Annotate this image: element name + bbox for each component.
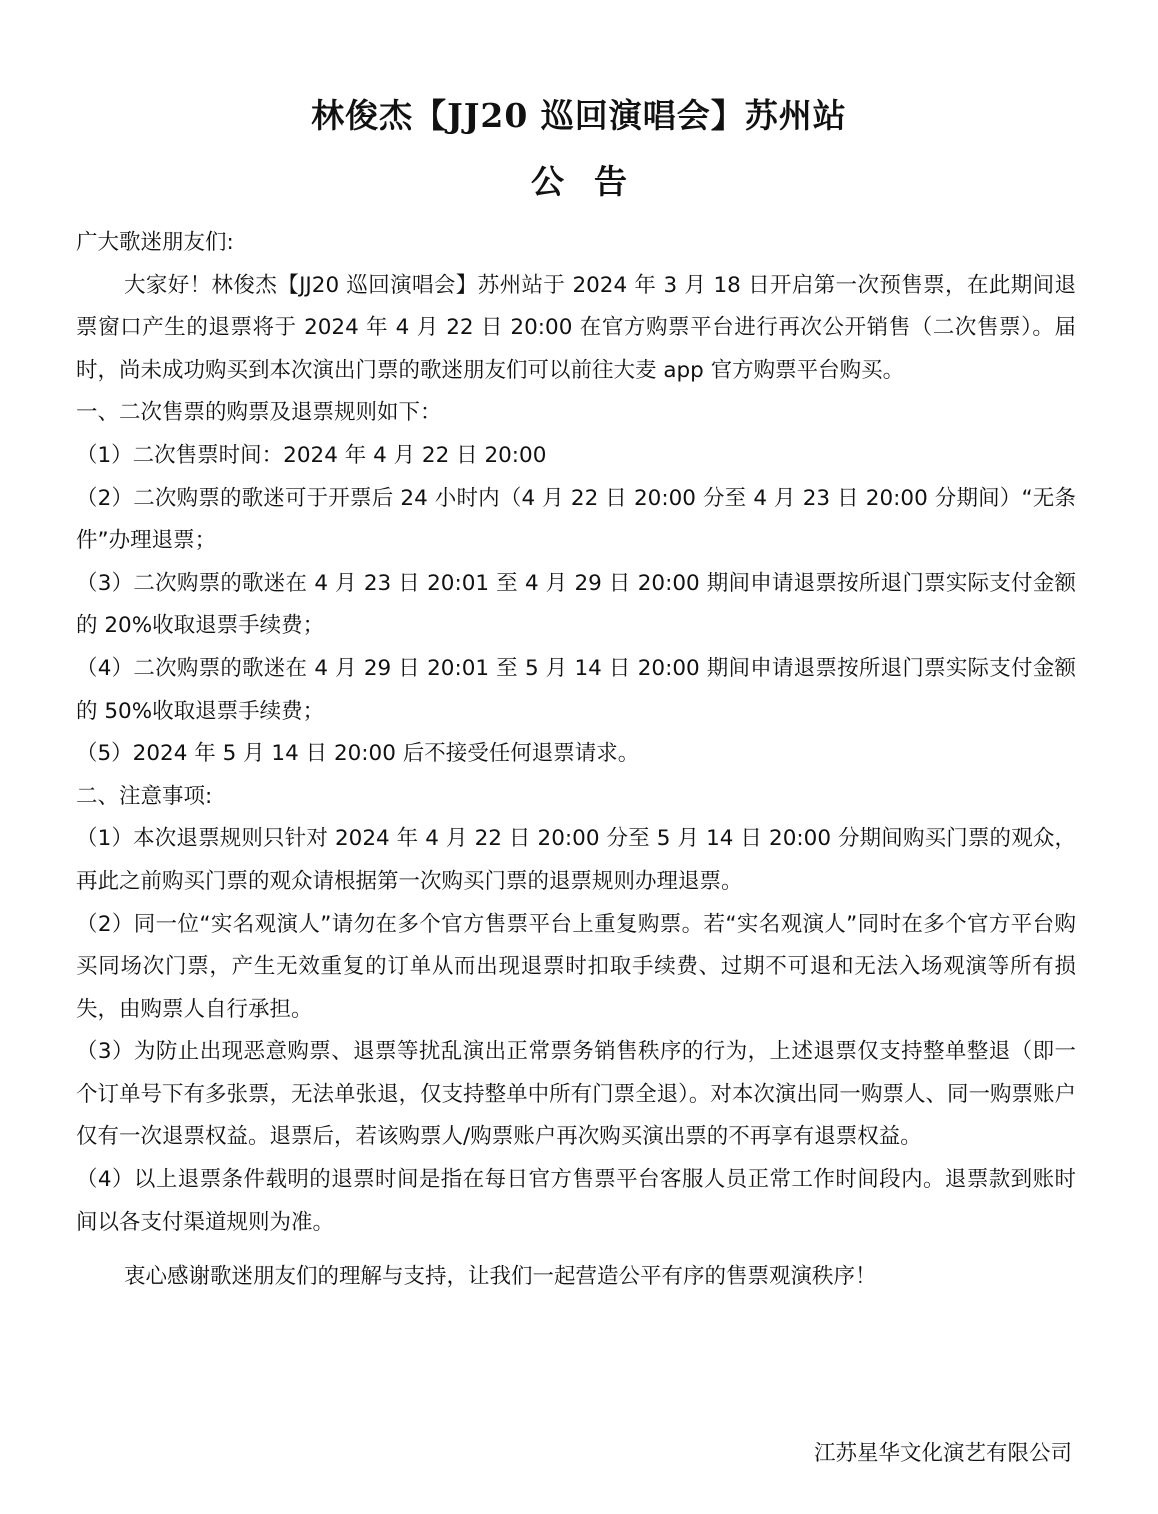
section-2-item: （4）以上退票条件载明的退票时间是指在每日官方售票平台客服人员正常工作时间段内。退票款到账时间以各支付渠道规则为准。 — [76, 1167, 1076, 1235]
section-1-item: （2）二次购票的歌迷可于开票后 24 小时内（4 月 22 日 20:00 分至 4 月 23 日 20:00 分期间）“无条件”办理退票； — [76, 485, 1076, 554]
section-1-item: （4）二次购票的歌迷在 4 月 29 日 20:01 至 5 月 14 日 20:00 期间申请退票按所退门票实际支付金额的 50%收取退票手续费； — [76, 655, 1076, 724]
closing-paragraph: 衷心感谢歌迷朋友们的理解与支持，让我们一起营造公平有序的售票观演秩序！ — [124, 1264, 877, 1290]
section-2-item: （3）为防止出现恶意购票、退票等扰乱演出正常票务销售秩序的行为，上述退票仅支持整单整退（即一个订单号下有多张票，无法单张退，仅支持整单中所有门票全退）。对本次演出同一购票人、同一购票账户仅有一次退票权益。退票后，若该购票人/购票账户再次购买演出票的不再享有退票权益。 — [76, 1039, 1076, 1150]
document-body — [76, 222, 1076, 1299]
salutation: 广大歌迷朋友们: — [76, 230, 234, 255]
section-1-heading: 一、二次售票的购票及退票规则如下： — [76, 400, 442, 426]
section-2-heading: 二、注意事项: — [76, 783, 213, 809]
section-1-item: （3）二次购票的歌迷在 4 月 23 日 20:01 至 4 月 29 日 20:00 期间申请退票按所退门票实际支付金额的 20%收取退票手续费； — [76, 570, 1076, 639]
document-title: 林俊杰【JJ20 巡回演唱会】苏州站 — [311, 96, 847, 135]
section-1-item: （5）2024 年 5 月 14 日 20:00 后不接受任何退票请求。 — [76, 741, 640, 767]
document-subtitle: 公告 — [531, 162, 657, 201]
company-signature: 江苏星华文化演艺有限公司 — [813, 1441, 1072, 1466]
section-2-item: （2）同一位“实名观演人”请勿在多个官方售票平台上重复购票。若“实名观演人”同时在多个官方平台购买同场次门票，产生无效重复的订单从而出现退票时扣取手续费、过期不可退和无法入场观演等所有损失，由购票人自行承担。 — [76, 911, 1076, 1022]
section-2-item: （1）本次退票规则只针对 2024 年 4 月 22 日 20:00 分至 5 月 14 日 20:00 分期间购买门票的观众，再此之前购买门票的观众请根据第一次购买门票的退票规则办理退票。 — [76, 826, 1076, 894]
intro-paragraph: 大家好！林俊杰【JJ20 巡回演唱会】苏州站于 2024 年 3 月 18 日开启第一次预售票，在此期间退票窗口产生的退票将于 2024 年 4 月 22 日 20:00 在官方购票平台进行再次公开销售（二次售票）。届时，尚未成功购买到本次演出门票的歌迷朋友们可以前往大麦 app 官方购票平台购买。 — [76, 272, 1076, 383]
section-1-item: （1）二次售票时间：2024 年 4 月 22 日 20:00 — [76, 442, 547, 468]
